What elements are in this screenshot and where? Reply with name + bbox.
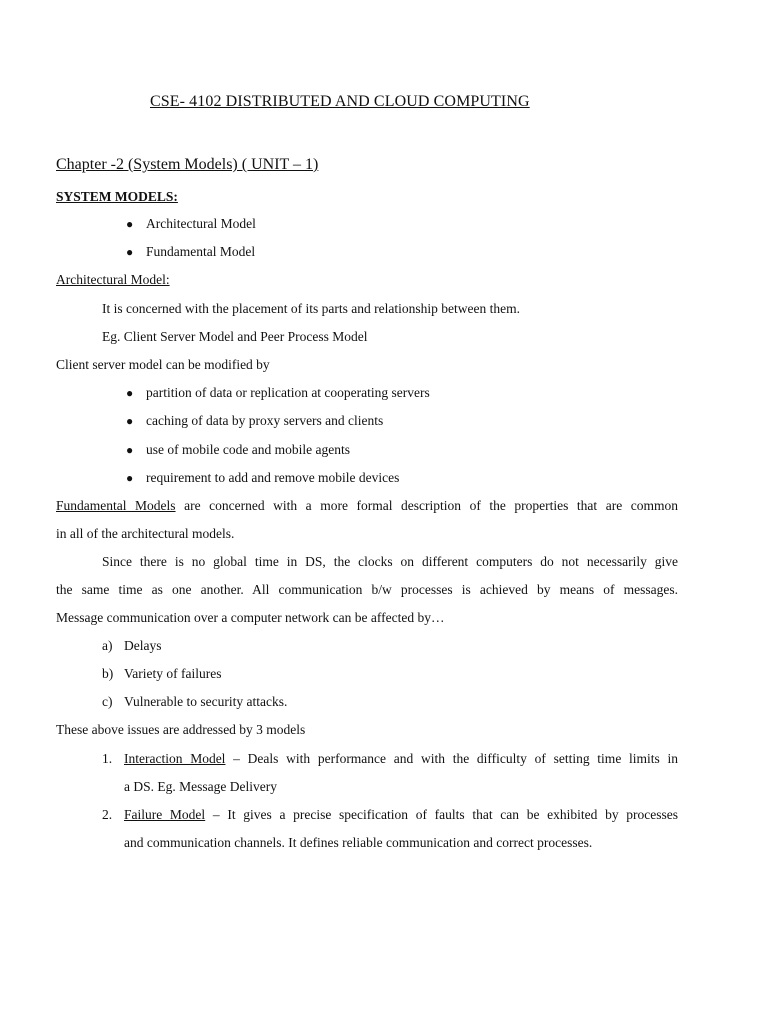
list-marker: c) — [102, 694, 113, 709]
list-item: use of mobile code and mobile agents — [146, 442, 350, 457]
chapter-heading: Chapter -2 (System Models) ( UNIT – 1) — [56, 156, 319, 173]
list-marker: 1. — [102, 751, 113, 766]
bullet-icon: ● — [126, 386, 134, 400]
global-time-paragraph-line: Since there is no global time in DS, the clocks on different computers do not necessarily give — [102, 554, 678, 569]
list-marker: b) — [102, 666, 114, 681]
interaction-model-line: a DS. Eg. Message Delivery — [124, 779, 277, 794]
global-time-paragraph-line: Message communication over a computer network can be affected by… — [56, 610, 445, 625]
architectural-description: It is concerned with the placement of its parts and relationship between them. — [102, 301, 520, 316]
fundamental-models-term: Fundamental Models — [56, 498, 176, 513]
fundamental-models-paragraph-line: Fundamental Models are concerned with a more formal description of the properties that are common — [56, 498, 678, 513]
bullet-icon: ● — [126, 217, 134, 231]
list-item: requirement to add and remove mobile devices — [146, 470, 400, 485]
bullet-icon: ● — [126, 443, 134, 457]
global-time-paragraph-line: the same time as one another. All communication b/w processes is achieved by means of messages. — [56, 582, 678, 597]
list-marker: 2. — [102, 807, 113, 822]
failure-model-line: Failure Model – It gives a precise specification of faults that can be exhibited by processes — [124, 807, 678, 822]
list-item: Vulnerable to security attacks. — [124, 694, 288, 709]
architectural-model-heading: Architectural Model: — [56, 272, 170, 287]
list-marker: a) — [102, 638, 113, 653]
client-server-intro: Client server model can be modified by — [56, 357, 270, 372]
bullet-icon: ● — [126, 471, 134, 485]
list-item: partition of data or replication at cooperating servers — [146, 385, 430, 400]
interaction-model-line: Interaction Model – Deals with performance and with the difficulty of setting time limits in — [124, 751, 679, 766]
architectural-example: Eg. Client Server Model and Peer Process Model — [102, 329, 368, 344]
list-item: Delays — [124, 638, 162, 653]
issues-line: These above issues are addressed by 3 models — [56, 722, 306, 737]
list-item: Variety of failures — [124, 666, 222, 681]
bullet-icon: ● — [126, 245, 134, 259]
bullet-architectural-model: Architectural Model — [146, 216, 256, 231]
bullet-icon: ● — [126, 414, 134, 428]
failure-model-term: Failure Model — [124, 807, 206, 822]
system-models-heading: SYSTEM MODELS: — [56, 189, 178, 204]
bullet-fundamental-model: Fundamental Model — [146, 244, 256, 259]
list-item: caching of data by proxy servers and clients — [146, 413, 384, 428]
failure-model-line: and communication channels. It defines reliable communication and correct processes. — [124, 835, 593, 850]
interaction-model-term: Interaction Model — [124, 751, 226, 766]
page-title: CSE- 4102 DISTRIBUTED AND CLOUD COMPUTING — [150, 93, 530, 110]
fundamental-models-paragraph-line: in all of the architectural models. — [56, 526, 235, 541]
